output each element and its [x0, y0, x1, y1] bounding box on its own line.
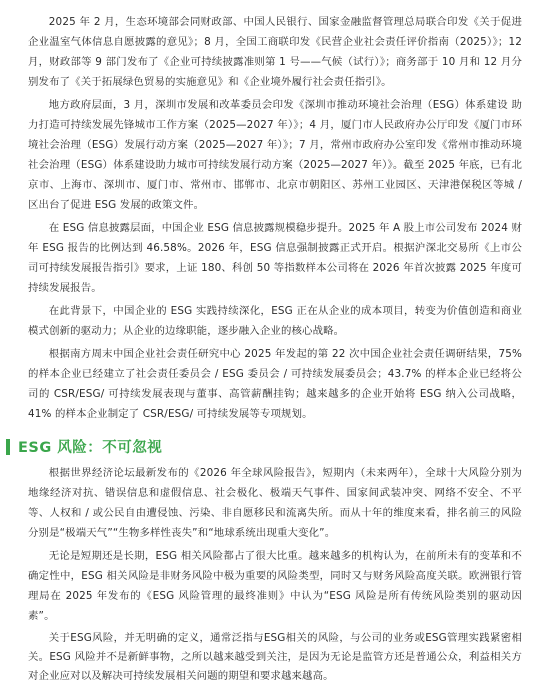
- section-heading: [6, 436, 522, 457]
- paragraph-global-risks: 根据世界经济论坛最新发布的《2026 年全球风险报告》，短期内（未来两年），全球十大风险分别为地缘经济对抗、错误信息和虚假信息、社会极化、极端天气事件、国家间武装冲突、网络不安全、不平等、人权和 / 或公民自由遭侵蚀、污染、非自愿移民和流离失所。而从十年的维度来看，排名前三的风险分别是“极端天气”“生物多样性丧失”和“地球系统出现重大变化”。: [28, 467, 522, 539]
- paragraph-national-policy: 2025 年 2 月，生态环境部会同财政部、中国人民银行、国家金融监督管理总局联合印发《关于促进企业温室气体信息自愿披露的意见》；8 月，全国工商联印发《民营企业社会责任评价指南（2025）》；12 月，财政部等 9 部门发布了《企业可持续披露准则第 1 号——气候（试行）》；商务部于 10 月和 12 月分别发布了《关于拓展绿色贸易的实施意见》和《企业境外履行社会责任指引》。: [28, 16, 522, 88]
- paragraph-esg-practice: 在此背景下，中国企业的 ESG 实践持续深化，ESG 正在从企业的成本项目，转变为价值创造和商业模式创新的驱动力；从企业的边缘职能，逐步融入企业的核心战略。: [28, 305, 522, 337]
- paragraph-local-policy: 地方政府层面，3 月，深圳市发展和改革委员会印发《深圳市推动环境社会治理（ESG）体系建设 助力打造可持续发展先锋城市工作方案（2025—2027 年）》；4 月，厦门市人民政府办公厅印发《厦门市环境社会治理（ESG）发展行动方案（2025—2027 年）》；7 月，常州市政府办公室印发《常州市推动环境社会治理（ESG）体系建设助力城市可持续发展行动方案（2025—2027 年）》。截至 2025 年底，已有北京市、上海市、深圳市、厦门市、常州市、邯郸市、北京市朝阳区、苏州工业园区、天津港保税区等城 / 区出台了促进 ESG 发展的政策文件。: [28, 99, 522, 211]
- paragraph-esg-risk-definition: 关于ESG风险，并无明确的定义，通常泛指与ESG相关的风险，与公司的业务或ESG管理实践紧密相关。ESG 风险并不是新鲜事物，之所以越来越受到关注，是因为无论是监管方还是普通公众，利益相关方对企业应对以及解决可持续发展相关问题的期望和要求越来越高。: [28, 632, 522, 682]
- section-accent-bar: [6, 439, 10, 455]
- paragraph-esg-risk-weight: 无论是短期还是长期，ESG 相关风险都占了很大比重。越来越多的机构认为，在前所未有的变革和不确定性中，ESG 相关风险是非财务风险中极为重要的风险类型，同时又与财务风险高度关联。欧洲银行管理局在 2025 年发布的《ESG 风险管理的最终准则》中认为“ESG 风险是所有传统风险类别的驱动因素”。: [28, 550, 522, 622]
- paragraph-disclosure: 在 ESG 信息披露层面，中国企业 ESG 信息披露规模稳步提升。2025 年 A 股上市公司发布 2024 财年 ESG 报告的比例达到 46.58%。2026 年，ESG 信息强制披露正式开启。根据沪深北交易所《上市公司可持续发展报告指引》要求，上证 180、科创 50 等指数样本公司将在 2026 年首次披露 2025 年度可持续发展报告。: [28, 222, 522, 294]
- paragraph-survey-results: 根据南方周末中国企业社会责任研究中心 2025 年发起的第 22 次中国企业社会责任调研结果，75% 的样本企业已经建立了社会责任委员会 / ESG 委员会 / 可持续发展委员会；43.7% 的样本企业已经将公司的 CSR/ESG/ 可持续发展表现与董事、高管薪酬挂钩；越来越多的企业开始将 ESG 纳入公司战略，41% 的样本企业制定了 CSR/ESG/ 可持续发展等专项规划。: [28, 348, 522, 420]
- section-title: ESG 风险：不可忽视: [18, 440, 163, 456]
